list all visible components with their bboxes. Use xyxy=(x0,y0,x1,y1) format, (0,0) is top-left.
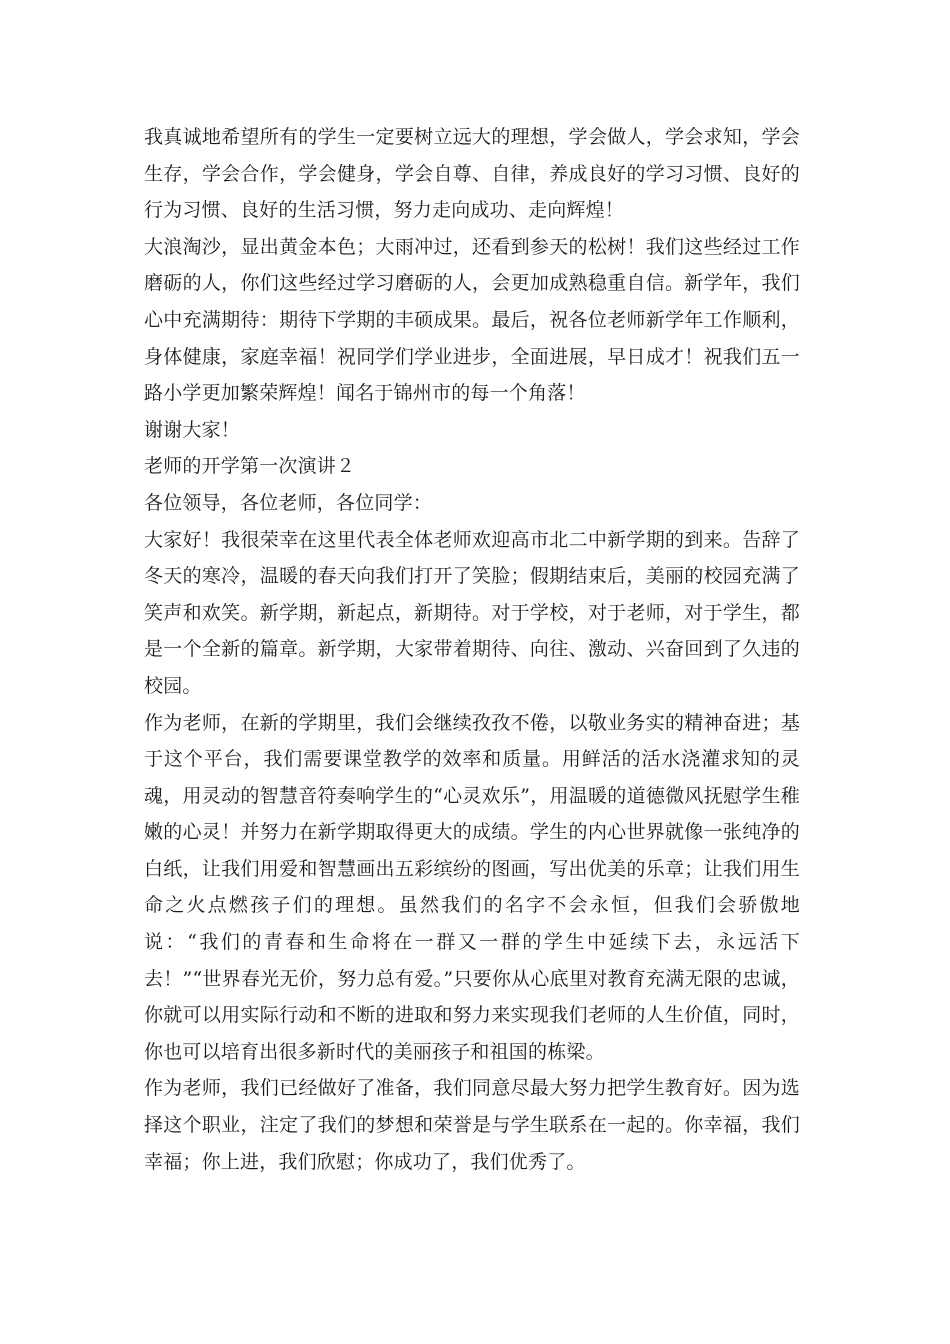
paragraph-greeting: 大家好！我很荣幸在这里代表全体老师欢迎高市北二中新学期的到来。告辞了冬天的寒冷，温暖的春天向我们打开了笑脸；假期结束后，美丽的校园充满了笑声和欢笑。新学期，新起点，新期待。对于学校，对于老师，对于学生，都是一个全新的篇章。新学期，大家带着期待、向往、激动、兴奋回到了久违的校园。 xyxy=(144,528,800,697)
paragraph-closing-wishes: 大浪淘沙，显出黄金本色；大雨冲过，还看到参天的松树！我们这些经过工作磨砺的人，你们这些经过学习磨砺的人，会更加成熟稳重自信。新学年，我们心中充满期待：期待下学期的丰硕成果。最后，祝各位老师新学年工作顺利，身体健康，家庭幸福！祝同学们学业进步，全面进展，早日成才！祝我们五一路小学更加繁荣辉煌！闻名于锦州市的每一个角落！ xyxy=(144,235,800,405)
paragraph-aspiration: 我真诚地希望所有的学生一定要树立远大的理想，学会做人，学会求知，学会生存，学会合作，学会健身，学会自尊、自律，养成良好的学习习惯、良好的行为习惯、良好的生活习惯，努力走向成功、走向辉煌！ xyxy=(144,126,800,222)
paragraph-readiness: 作为老师，我们已经做好了准备，我们同意尽最大努力把学生教育好。因为选择这个职业，注定了我们的梦想和荣誉是与学生联系在一起的。你幸福，我们幸福；你上进，我们欣慰；你成功了，我们优秀了。 xyxy=(144,1077,800,1173)
paragraph-teacher-role: 作为老师，在新的学期里，我们会继续孜孜不倦，以敬业务实的精神奋进；基于这个平台，我们需要课堂教学的效率和质量。用鲜活的活水浇灌求知的灵魂，用灵动的智慧音符奏响学生的“心灵欢乐”，用温暖的道德微风抚慰学生稚嫩的心灵！并努力在新学期取得更大的成绩。学生的内心世界就像一张纯净的白纸，让我们用爱和智慧画出五彩缤纷的图画，写出优美的乐章；让我们用生命之火点燃孩子们的理想。虽然我们的名字不会永恒，但我们会骄傲地说：“我们的青春和生命将在一群又一群的学生中延续下去，永远活下去！”“世界春光无价，努力总有爱。”只要你从心底里对教育充满无限的忠诚，你就可以用实际行动和不断的进取和努力来实现我们老师的人生价值，同时，你也可以培育出很多新时代的美丽孩子和祖国的栋梁。 xyxy=(144,711,800,1063)
document-body xyxy=(144,119,800,1180)
speech-title: 老师的开学第一次演讲２ xyxy=(144,455,356,478)
paragraph-salutation: 各位领导，各位老师，各位同学： xyxy=(144,491,433,514)
paragraph-thanks: 谢谢大家！ xyxy=(144,418,241,441)
